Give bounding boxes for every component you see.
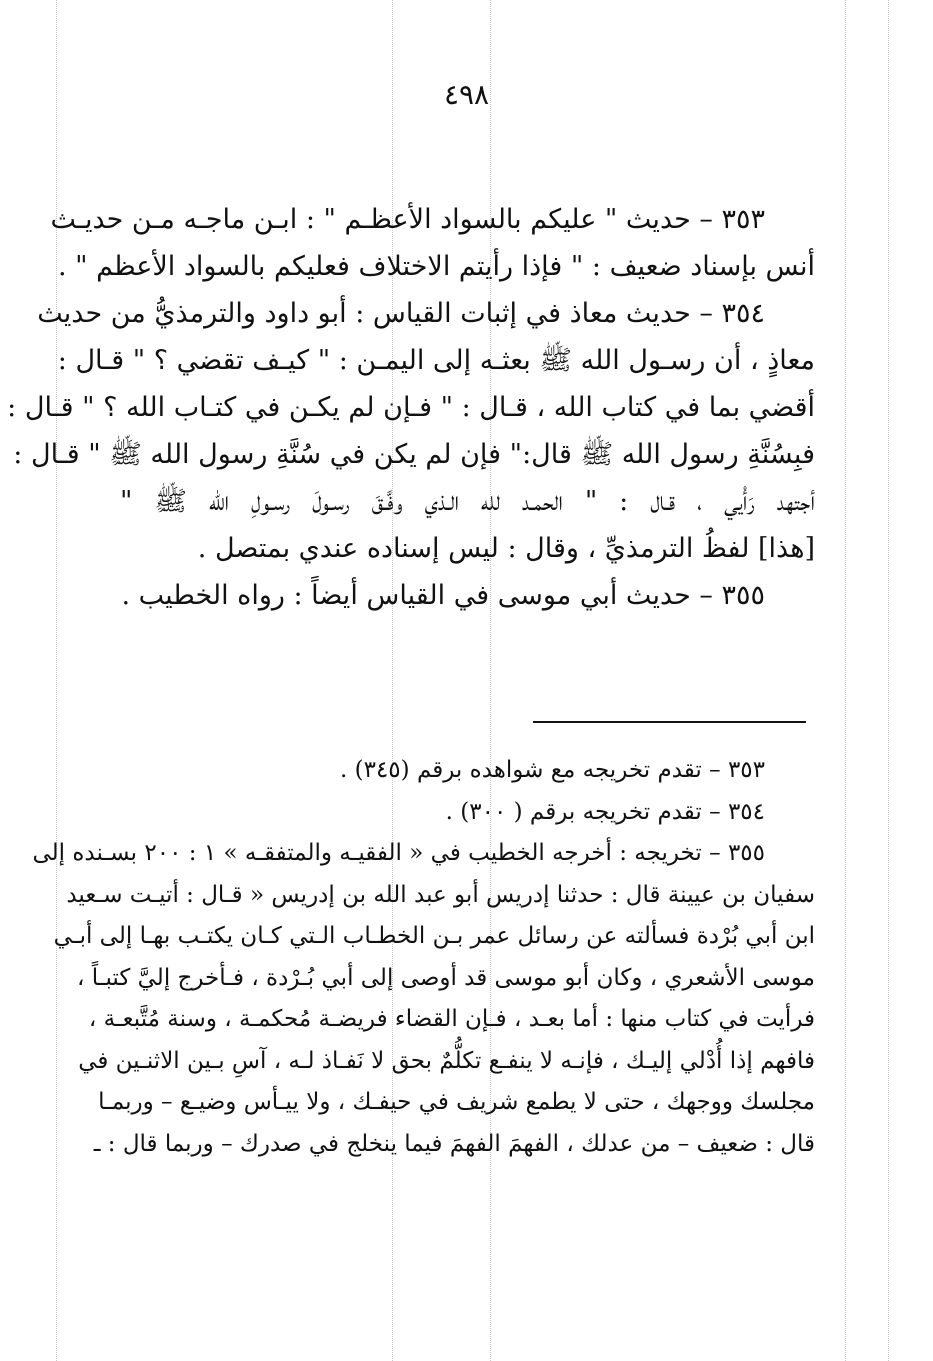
body-line: ٣٥٥ – حديث أبي موسى في القياس أيضاً : رواه الخطيب .: [121, 580, 765, 611]
footnote-line: ٣٥٣ – تقدم تخريجه مع شواهده برقم (٣٤٥) .: [339, 757, 765, 783]
body-line: أجتهد رَأْيي ، قـال : " الحمـد لله الـذي وفَّـقَ رسـولَ رسـولِ الله ﷺ ": [120, 486, 815, 517]
body-line: ٣٥٤ – حديث معاذ في إثبات القياس : أبو داود والترمذيُّ من حديث: [37, 298, 765, 329]
footnote-line: موسى الأشعري ، وكان أبو موسى قد أوصى إلى أبي بُـرْدة ، فـأخرج إليَّ كتبـاً ،: [77, 964, 815, 991]
footnote-line: مجلسك ووجهك ، حتى لا يطمع شريف في حيفـك ، ولا ييـأس وضيـع – وربمـا: [98, 1089, 815, 1115]
footnotes: [32, 750, 815, 1165]
footnote-line: فرأيت في كتاب منها : أما بعـد ، فـإن القضاء فريضـة مُحكمـة ، وسنة مُتَّبعـة ،: [88, 1006, 815, 1032]
body-line: أنس بإسناد ضعيف : " فإذا رأيتم الاختلاف فعليكم بالسواد الأعظم " .: [58, 251, 815, 282]
scan-dotted-guide: [888, 0, 889, 1361]
body-line: أقضي بما في كتاب الله ، قـال : " فـإن لم يكـن في كتـاب الله ؟ " قـال :: [7, 392, 815, 423]
footnote-line: سفيان بن عيينة قال : حدثنا إدريس أبو عبد الله بن إدريس « قـال : أتيـت سـعيد: [66, 881, 815, 908]
footnote-line: فافهم إذا أُدْلي إليـك ، فإنـه لا ينفـع تكلُّمٌ بحق لا نَفـاذ لـه ، آسِ بـين الاثنـين في: [78, 1047, 815, 1074]
main-body-text: [7, 196, 815, 619]
footnote-line: ابن أبي بُرْدة فسألته عن رسائل عمر بـن الخطـاب الـتي كـان يكتـب بهـا إلى أبـي: [53, 923, 815, 949]
footnote-separator: [533, 721, 806, 723]
footnote-line: ٣٥٥ – تخريجه : أخرجه الخطيب في « الفقيـه والمتفقـه » ١ : ٢٠٠ بسـنده إلى: [32, 840, 765, 866]
footnote-line: ٣٥٤ – تقدم تخريجه برقم ( ٣٠٠) .: [445, 798, 765, 825]
body-line: معاذٍ ، أن رسـول الله ﷺ بعثـه إلى اليمـن : " كيـف تقضي ؟ " قـال :: [57, 345, 815, 376]
body-line: ٣٥٣ – حديث " عليكم بالسواد الأعظـم " : ابـن ماجـه مـن حديـث: [50, 204, 765, 235]
scan-dotted-guide: [845, 0, 846, 1361]
body-line: فبِسُنَّةِ رسول الله ﷺ قال:" فإن لم يكن في سُنَّةِ رسول الله ﷺ " قـال :: [13, 439, 815, 470]
footnote-line: قال : ضعيف – من عدلك ، الفهمَ الفهمَ فيما ينخلج في صدرك – وربما قال : ـ: [93, 1130, 815, 1157]
page-number: ٤٩٨: [443, 78, 490, 111]
body-line: [هذا] لفظُ الترمذيِّ ، وقال : ليس إسناده عندي بمتصل .: [197, 533, 815, 564]
